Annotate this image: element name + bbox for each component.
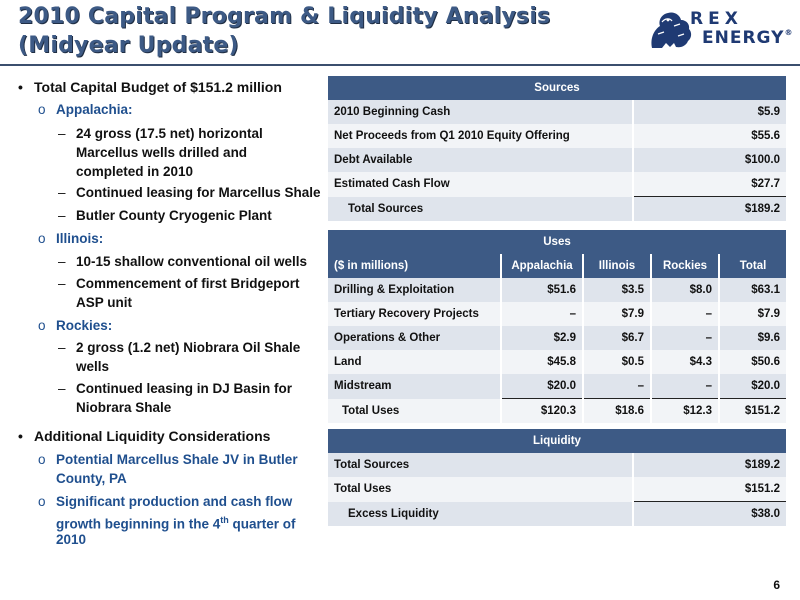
bullet-liquidity: • Additional Liquidity Considerations xyxy=(18,428,271,444)
item-rockies-leasing: – Continued leasing in DJ Basin for xyxy=(58,381,293,396)
slide-title xyxy=(18,2,550,60)
table-row: Total Sources $189.2 xyxy=(328,453,786,477)
table-row: Midstream $20.0 – – $20.0 xyxy=(328,374,786,399)
logo-energy-text: ENERGY® xyxy=(702,28,794,48)
title-line-2: (Midyear Update) xyxy=(18,33,239,58)
bullet-capital-budget: • Total Capital Budget of $151.2 million xyxy=(18,79,282,95)
uses-table xyxy=(328,230,786,423)
sub-bullet-jv: o Potential Marcellus Shale JV in Butler xyxy=(38,452,298,467)
page-number: 6 xyxy=(773,578,780,592)
liquidity-header: Liquidity xyxy=(328,429,786,453)
title-line-1: 2010 Capital Program & Liquidity Analysis xyxy=(18,4,551,29)
table-row: Debt Available $100.0 xyxy=(328,148,786,172)
item-illinois-asp-cont: ASP unit xyxy=(76,295,133,310)
table-row: Estimated Cash Flow $27.7 xyxy=(328,172,786,197)
sources-header: Sources xyxy=(328,76,786,100)
uses-total-row: Total Uses $120.3 $18.6 $12.3 $151.2 xyxy=(328,399,786,424)
sub-bullet-growth: o Significant production and cash flow xyxy=(38,494,293,509)
title-divider xyxy=(0,64,800,66)
sources-total-row: Total Sources $189.2 xyxy=(328,197,786,222)
table-row: 2010 Beginning Cash $5.9 xyxy=(328,100,786,124)
table-row: Tertiary Recovery Projects – $7.9 – $7.9 xyxy=(328,302,786,326)
table-row: Total Uses $151.2 xyxy=(328,477,786,502)
uses-column-headers: ($ in millions) Appalachia Illinois Rockies Total xyxy=(328,254,786,278)
liquidity-table xyxy=(328,429,786,526)
lion-logo-icon xyxy=(648,8,694,52)
item-illinois-wells: – 10-15 shallow conventional oil wells xyxy=(58,254,308,269)
item-appalachia-wells: – 24 gross (17.5 net) horizontal xyxy=(58,126,263,141)
liquidity-total-row: Excess Liquidity $38.0 xyxy=(328,502,786,527)
sub-bullet-growth-cont2: 2010 xyxy=(56,532,87,547)
item-appalachia-wells-cont: Marcellus wells drilled and xyxy=(76,145,248,160)
logo-rex-text: REX xyxy=(690,9,743,29)
sub-bullet-rockies: o Rockies: xyxy=(38,318,113,333)
table-row: Operations & Other $2.9 $6.7 – $9.6 xyxy=(328,326,786,350)
item-rockies-leasing-cont: Niobrara Shale xyxy=(76,400,172,415)
sub-bullet-growth-cont: growth beginning in the 4th quarter of xyxy=(56,515,296,532)
item-illinois-asp: – Commencement of first Bridgeport xyxy=(58,276,300,291)
item-rockies-wells: – 2 gross (1.2 net) Niobrara Oil Shale xyxy=(58,340,301,355)
item-appalachia-wells-cont2: completed in 2010 xyxy=(76,164,194,179)
item-rockies-wells-cont: wells xyxy=(76,359,110,374)
sub-bullet-illinois: o Illinois: xyxy=(38,231,104,246)
sub-bullet-appalachia: o Appalachia: xyxy=(38,102,133,117)
table-row: Net Proceeds from Q1 2010 Equity Offering $55.6 xyxy=(328,124,786,148)
sources-table xyxy=(328,76,786,221)
item-appalachia-cryo: – Butler County Cryogenic Plant xyxy=(58,208,272,223)
table-row: Land $45.8 $0.5 $4.3 $50.6 xyxy=(328,350,786,374)
item-appalachia-leasing: – Continued leasing for Marcellus Shale xyxy=(58,185,321,200)
table-row: Drilling & Exploitation $51.6 $3.5 $8.0 $63.1 xyxy=(328,278,786,302)
sub-bullet-jv-cont: County, PA xyxy=(56,471,127,486)
uses-header: Uses xyxy=(328,230,786,254)
company-logo xyxy=(648,6,798,56)
